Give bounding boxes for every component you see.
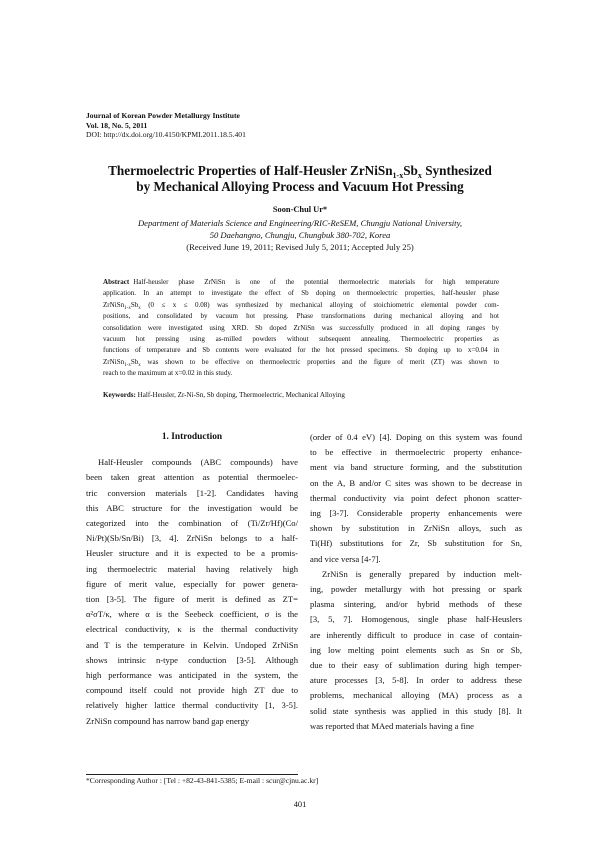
abstract xyxy=(103,277,499,380)
abstract-heading: Abstract xyxy=(103,278,130,286)
affiliation xyxy=(60,217,540,241)
text-line: due to their easy of sublimation during high temper- xyxy=(310,660,522,671)
text-line: categorized into the combination of (Ti/Zr/Hf)(Co/ xyxy=(86,518,298,529)
text-line: shows intrinsic n-type conduction [3-5]. Although xyxy=(86,654,298,665)
text-line: Ni/Pt)(Sb/Sn/Bi) [3, 4]. ZrNiSn belongs to a half- xyxy=(86,533,298,544)
footnote-rule xyxy=(86,774,298,775)
text-line: shown by substitution in ZrNiSn alloys, such as xyxy=(310,523,522,534)
paper-title xyxy=(60,163,540,195)
abstract-line: application. In an attempt to investigate the effect of Sb doping on thermoelectric properties, half-heusler phase xyxy=(103,289,499,298)
text-line: high performance was anticipated in the system, the xyxy=(86,670,298,681)
abstract-line: reach to the maximum at x=0.02 in this study. xyxy=(103,369,233,378)
text-line: figure of merit value, especially for power genera- xyxy=(86,578,298,589)
received-dates: (Received June 19, 2011; Revised July 5, 2011; Accepted July 25) xyxy=(186,242,414,252)
abstract-line: consolidation were investigated using XRD. Sb doped ZrNiSn was successfully produced in all doping ranges by xyxy=(103,323,499,332)
text-line: tric conversion materials [1-2]. Candidates having xyxy=(86,487,298,498)
journal-volume: Vol. 18, No. 5, 2011 xyxy=(86,120,148,130)
text-line: on the A, B and/or C sites was shown to be decrease in xyxy=(310,477,522,488)
affiliation-line-2: 50 Daehangno, Chungju, Chungbuk 380-702, Korea xyxy=(209,230,391,240)
keywords xyxy=(103,391,499,399)
footnote: *Corresponding Author : [Tel : +82-43-841-5385; E-mail : scur@cjnu.ac.kr] xyxy=(86,776,319,785)
abstract-line: functions of temperature and Sb contents were evaluated for the hot pressed specimens. Sb doping up to x=0.04 in xyxy=(103,346,499,355)
abstract-line: Abstract Half-heusler phase ZrNiSn is one of the potential thermoelectric materials for high temperature xyxy=(103,278,499,286)
author: Soon-Chul Ur* xyxy=(272,205,328,214)
text-line: was reported that MAed materials having a fine xyxy=(310,720,474,731)
text-line: Heusler structure and it is expected to be a promis- xyxy=(86,548,298,559)
affiliation-line-1: Department of Materials Science and Engineering/RIC-ReSEM, Chungju National University, xyxy=(137,218,463,228)
text-line: are inherently difficult to produce in case of contain- xyxy=(310,629,522,640)
text-line: ature processes [3, 5-8]. In order to address these xyxy=(310,675,522,686)
text-line: this ABC structure for the investigation would be xyxy=(86,502,298,513)
abstract-line: vacuum hot pressing using as-milled powders without subsequent annealing. Thermoelectric properties as xyxy=(103,335,499,344)
text-line: tion [3-5]. The figure of merit is defined as ZT= xyxy=(86,594,298,605)
left-column xyxy=(86,430,298,729)
text-line: thermal conductivity via point defect phonon scatter- xyxy=(310,492,522,503)
text-line: ment via band structure forming, and the substitution xyxy=(310,462,522,473)
text-line: Half-Heusler compounds (ABC compounds) have xyxy=(98,457,298,468)
title-prefix: Thermoelectric Properties of Half-Heusler ZrNiSn xyxy=(108,163,393,178)
abstract-line: $ZrNiSn_{1-x}Sb_x$ was shown to be effective on thermoelectric properties and the figure of merit (ZT) was shown to xyxy=(103,357,499,368)
text-line: been taken great attention as potential thermoelec- xyxy=(86,472,298,483)
text-line: compound itself could not provide high ZT due to xyxy=(86,685,298,696)
keywords-heading: Keywords: xyxy=(103,391,136,399)
section-heading: 1. Introduction xyxy=(161,432,223,442)
journal-header xyxy=(86,111,386,140)
text-line: plasma sintering, and/or hybrid methods of these xyxy=(310,599,522,610)
abstract-line: $ZrNiSn_{1-x}Sb_x$ (0 ≤ x ≤ 0.08) was synthesized by mechanical alloying of stoichiometric elemental powder com- xyxy=(103,300,499,311)
text-line: to be effective in thermoelectric property enhance- xyxy=(310,447,522,458)
text-line: (order of 0.4 eV) [4]. Doping on this system was found xyxy=(310,432,522,442)
abstract-line: positions, and consolidated by vacuum hot pressing. Phase transformations during mechanical alloying and hot xyxy=(103,312,499,321)
title-subscript-1: 1-x xyxy=(392,171,404,180)
text-line: and T is the temperature in Kelvin. Undoped ZrNiSn xyxy=(86,639,298,650)
text-line: ZrNiSn is generally prepared by induction melt- xyxy=(322,568,522,579)
right-column xyxy=(310,430,522,734)
text-line: electrical conductivity, κ is the thermal conductivity xyxy=(86,624,298,635)
text-line: ing, powder metallurgy with hot pressing or spark xyxy=(310,584,522,595)
text-line: Ti(Hf) substitutions for Zr, Sb substitution for Sn, xyxy=(310,538,522,549)
title-line-2: by Mechanical Alloying Process and Vacuum Hot Pressing xyxy=(136,179,464,194)
text-line: α²σT/κ, where α is the Seebeck coefficient, σ is the xyxy=(86,609,298,620)
text-line: ing [3-7]. Considerable property enhancements were xyxy=(310,508,522,519)
text-line: [3, 5, 7]. Homogenous, single phase half-Heuslers xyxy=(310,614,522,625)
page-number: 401 xyxy=(293,800,307,809)
text-line: relatively higher lattice thermal conductivity [1, 3-5]. xyxy=(86,700,298,711)
right-column-body xyxy=(310,430,522,734)
text-line: solid state synthesis was applied in this study [8]. It xyxy=(310,705,522,716)
title-subscript-2: x xyxy=(417,171,422,180)
text-line: ing thermoelectric material having relatively high xyxy=(86,563,298,574)
title-suffix: Synthesized xyxy=(421,163,492,178)
text-line: ZrNiSn compound has narrow band gap energy xyxy=(86,715,250,726)
text-line: and vice versa [4-7]. xyxy=(310,553,381,564)
text-line: problems, mechanical alloying (MA) process as a xyxy=(310,690,522,701)
text-line: ing low melting point elements such as Sn or Sb, xyxy=(310,644,522,655)
keywords-text: Half-Heusler, Zr-Ni-Sn, Sb doping, Thermoelectric, Mechanical Alloying xyxy=(135,391,345,399)
journal-doi: DOI: http://dx.doi.org/10.4150/KPMI.2011.18.5.401 xyxy=(86,130,246,140)
title-mid: Sb xyxy=(403,163,418,178)
left-column-body xyxy=(86,455,298,729)
journal-name: Journal of Korean Powder Metallurgy Institute xyxy=(86,111,240,120)
